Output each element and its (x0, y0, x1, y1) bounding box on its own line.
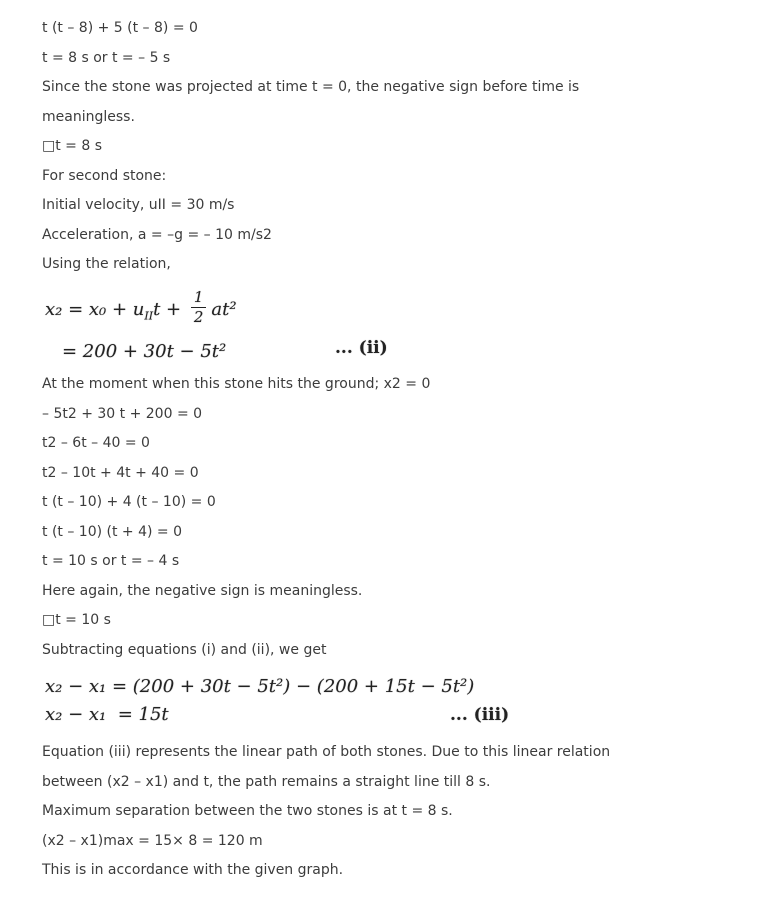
text-line: Using the relation, (42, 256, 171, 272)
equation-term: x₂ = x₀ + u (45, 298, 145, 320)
text-line: Initial velocity, uII = 30 m/s (42, 197, 235, 213)
equation-subscript: II (144, 309, 154, 323)
text-line: t (t – 8) + 5 (t – 8) = 0 (42, 20, 198, 36)
text-line: Here again, the negative sign is meaningless. (42, 582, 363, 599)
text-line: This is in accordance with the given graph. (42, 862, 344, 878)
text-line: between (x2 – x1) and t, the path remains a straight line till 8 s. (42, 773, 491, 790)
text-line: meaningless. (42, 108, 135, 125)
text-line: Equation (iii) represents the linear path of both stones. Due to this linear relation (42, 744, 611, 760)
equation-label-ii: ... (ii) (335, 337, 388, 358)
text-line: For second stone: (42, 167, 167, 184)
text-line: t2 – 10t + 4t + 40 = 0 (42, 464, 199, 481)
text-line: (x2 – x1)max = 15× 8 = 120 m (42, 832, 263, 849)
text-line: □t = 8 s (42, 138, 102, 154)
equation-term: t + (153, 298, 187, 320)
equation-label-iii: ... (iii) (450, 705, 510, 725)
equation-term: at² (211, 298, 237, 320)
text-line: Subtracting equations (i) and (ii), we get (42, 641, 327, 658)
fraction-numerator: 1 (191, 289, 207, 308)
equation-iii-line1: x₂ − x₁ = (200 + 30t − 5t²) − (200 + 15t − 5t²) (45, 676, 475, 697)
equation-iii-block (42, 665, 762, 738)
text-line: t = 10 s or t = – 4 s (42, 553, 180, 569)
text-line: Maximum separation between the two stones is at t = 8 s. (42, 803, 453, 819)
text-line: t (t – 10) (t + 4) = 0 (42, 523, 183, 540)
fraction-denominator: 2 (193, 308, 204, 326)
equation-ii-block (42, 280, 762, 371)
equation-ii-line2: = 200 + 30t − 5t² (62, 340, 227, 362)
text-line: Since the stone was projected at time t = 0, the negative sign before time is (42, 79, 580, 95)
text-line: □t = 10 s (42, 612, 111, 628)
equation-ii-line1 (45, 284, 762, 336)
text-line: t (t – 10) + 4 (t – 10) = 0 (42, 494, 216, 510)
equation-iii-line2: x₂ − x₁ = 15t (45, 704, 169, 725)
fraction-one-half (191, 289, 207, 327)
text-line: t2 – 6t – 40 = 0 (42, 435, 150, 451)
text-line: Acceleration, a = –g = – 10 m/s2 (42, 226, 272, 243)
text-line: t = 8 s or t = – 5 s (42, 49, 171, 66)
text-line: At the moment when this stone hits the ground; x2 = 0 (42, 376, 431, 392)
text-line: – 5t2 + 30 t + 200 = 0 (42, 405, 203, 422)
